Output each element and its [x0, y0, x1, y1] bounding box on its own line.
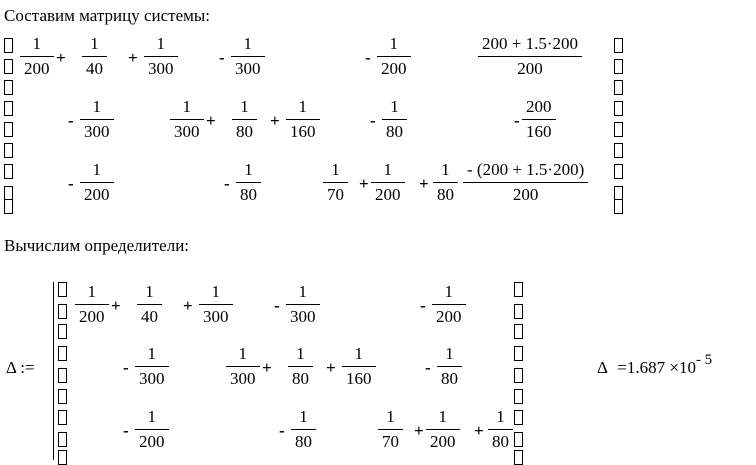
- matrix-left-bracket-box-0: [4, 38, 13, 53]
- result-exponent: - 5: [695, 352, 713, 368]
- matrix-r2c2-term3-denominator: 160: [290, 122, 316, 141]
- matrix-left-bracket-box-3: [4, 101, 13, 116]
- det-r2c3-denominator: 80: [441, 369, 458, 388]
- determinant-right-inner-box-1: [514, 304, 523, 319]
- matrix-r2c2-term2-denominator: 80: [236, 122, 253, 141]
- det-r3c1-denominator: 200: [139, 432, 165, 451]
- det-r3c3-term2-denominator: 200: [430, 432, 456, 451]
- matrix-r2c4-numerator: 200: [526, 97, 552, 116]
- matrix-r1c2-bar: [231, 56, 265, 57]
- matrix-r2c1: [80, 97, 114, 141]
- det-r3c3-term3-bar: [488, 429, 513, 430]
- det-r3c3-term2: [426, 407, 460, 451]
- matrix-r1c1-term3-numerator: 1: [156, 34, 165, 53]
- matrix-r3c4: [463, 160, 588, 204]
- matrix-r1c4: [478, 34, 582, 78]
- matrix-r2c3-minus: -: [370, 111, 376, 130]
- matrix-r1c1-term1: [20, 34, 54, 78]
- det-r3c3-plus1: +: [414, 421, 424, 440]
- matrix-r2c2-term3-numerator: 1: [298, 97, 307, 116]
- result-mantissa: 1.687: [626, 358, 666, 377]
- det-r2c2-term3-numerator: 1: [354, 344, 363, 363]
- matrix-r2c3: [382, 97, 407, 141]
- matrix-r3c3-term1-denominator: 70: [327, 185, 344, 204]
- det-r2c2-plus1: +: [262, 358, 272, 377]
- matrix-r2c2-term1: [170, 97, 204, 141]
- matrix-r3c3-term3-numerator: 1: [441, 160, 450, 179]
- determinant-left-inner-box-1: [58, 304, 67, 319]
- matrix-r3c3-term1-bar: [323, 182, 348, 183]
- det-r1c3-bar: [432, 304, 466, 305]
- matrix-r3c1-numerator: 1: [92, 160, 101, 179]
- determinant-right-inner-box-4: [514, 368, 523, 383]
- det-r2c2-term3-denominator: 160: [346, 369, 372, 388]
- determinant-right-inner-box-8: [514, 450, 523, 465]
- det-r2c2-term2: [288, 344, 313, 388]
- det-r3c3-plus2: +: [474, 421, 484, 440]
- matrix-r1c1-term2-denominator: 40: [86, 59, 103, 78]
- det-r3c1-bar: [135, 429, 169, 430]
- matrix-r2c1-minus: -: [68, 111, 74, 130]
- matrix-r2c2-term2-numerator: 1: [240, 97, 249, 116]
- matrix-r2c2-term1-denominator: 300: [174, 122, 200, 141]
- matrix-r2c4: [522, 97, 556, 141]
- det-r2c1-numerator: 1: [147, 344, 156, 363]
- determinant-right-inner-box-3: [514, 346, 523, 361]
- matrix-right-bracket-box-8: [614, 199, 623, 214]
- matrix-r3c4-denominator: 200: [512, 185, 539, 204]
- matrix-r3c4-bar: [463, 182, 588, 183]
- matrix-r3c3-plus1: +: [359, 174, 369, 193]
- det-r2c3-numerator: 1: [445, 344, 454, 363]
- det-r3c2-minus: -: [279, 421, 285, 440]
- matrix-r1c1-term3: [144, 34, 178, 78]
- matrix-r1c1-term1-denominator: 200: [24, 59, 50, 78]
- matrix-r2c2-plus2: +: [270, 111, 280, 130]
- matrix-left-bracket-box-4: [4, 122, 13, 137]
- matrix-left-bracket-box-8: [4, 199, 13, 214]
- det-r2c3-minus: -: [425, 358, 431, 377]
- matrix-r1c2: [231, 34, 265, 78]
- det-r1c1-term1: [75, 282, 109, 326]
- matrix-r1c3-minus: -: [365, 48, 371, 67]
- matrix-r3c1-denominator: 200: [84, 185, 110, 204]
- matrix-r2c2-term2-bar: [232, 119, 257, 120]
- det-r3c3-term1-bar: [378, 429, 403, 430]
- det-r2c2-plus2: +: [326, 358, 336, 377]
- det-r2c2-term3-bar: [342, 366, 376, 367]
- det-r1c2-denominator: 300: [290, 307, 316, 326]
- matrix-r3c4-numerator: - (200 + 1.5·200): [467, 160, 585, 179]
- matrix-r3c1-minus: -: [68, 174, 74, 193]
- det-r2c2-term2-numerator: 1: [296, 344, 305, 363]
- det-r3c1: [135, 407, 169, 451]
- det-r3c2: [291, 407, 316, 451]
- matrix-r2c2-term3: [286, 97, 320, 141]
- matrix-r1c3-numerator: 1: [389, 34, 398, 53]
- det-r1c1-term2-numerator: 1: [145, 282, 154, 301]
- determinant-left-inner-box-2: [58, 324, 67, 339]
- matrix-r2c4-denominator: 160: [526, 122, 552, 141]
- matrix-r2c2-term1-bar: [170, 119, 204, 120]
- det-r2c3-bar: [437, 366, 462, 367]
- det-r1c3-denominator: 200: [436, 307, 462, 326]
- determinant-left-inner-box-8: [58, 450, 67, 465]
- det-r1c2-minus: -: [274, 296, 280, 315]
- matrix-r1c1-term2: [82, 34, 107, 78]
- matrix-r1c1-term2-numerator: 1: [90, 34, 99, 53]
- matrix-r1c3-denominator: 200: [381, 59, 407, 78]
- matrix-r2c3-denominator: 80: [386, 122, 403, 141]
- det-r3c3-term2-numerator: 1: [438, 407, 447, 426]
- det-r3c2-numerator: 1: [299, 407, 308, 426]
- det-r2c3: [437, 344, 462, 388]
- matrix-r3c2-denominator: 80: [240, 185, 257, 204]
- matrix-r2c4-bar: [522, 119, 556, 120]
- matrix-r3c2: [236, 160, 261, 204]
- matrix-r2c4-minus: -: [514, 111, 520, 130]
- determinant-left-inner-box-4: [58, 368, 67, 383]
- det-r2c2-term1-denominator: 300: [230, 369, 256, 388]
- det-r2c2-term1: [226, 344, 260, 388]
- matrix-r1c2-numerator: 1: [243, 34, 252, 53]
- det-r3c1-numerator: 1: [147, 407, 156, 426]
- matrix-r2c1-bar: [80, 119, 114, 120]
- matrix-r1c2-minus: -: [219, 48, 225, 67]
- matrix-r2c1-numerator: 1: [92, 97, 101, 116]
- matrix-r1c1-term3-denominator: 300: [148, 59, 174, 78]
- det-r1c1-term1-numerator: 1: [87, 282, 96, 301]
- matrix-r2c2-term1-numerator: 1: [182, 97, 191, 116]
- det-r2c1-bar: [135, 366, 169, 367]
- det-r1c2: [286, 282, 320, 326]
- determinant-left-inner-box-7: [58, 432, 67, 447]
- matrix-r3c3-term2-numerator: 1: [383, 160, 392, 179]
- matrix-right-bracket-box-4: [614, 122, 623, 137]
- result-base: 10: [678, 358, 696, 377]
- determinant-right-inner-box-7: [514, 432, 523, 447]
- matrix-left-bracket-box-2: [4, 80, 13, 95]
- matrix-r3c3-term2-bar: [371, 182, 405, 183]
- det-r3c3-term3: [488, 407, 513, 451]
- heading-compose-matrix: Составим матрицу системы:: [4, 6, 211, 25]
- matrix-r3c3-term2: [371, 160, 405, 204]
- det-r2c2-term2-denominator: 80: [292, 369, 309, 388]
- det-r1c2-numerator: 1: [298, 282, 307, 301]
- matrix-r1c1-plus1: +: [56, 48, 66, 67]
- det-r1c1-plus1: +: [111, 296, 121, 315]
- det-r3c3-term3-numerator: 1: [496, 407, 505, 426]
- det-r1c3: [432, 282, 466, 326]
- result-equals: =: [617, 358, 627, 377]
- determinant-right-inner-box-2: [514, 324, 523, 339]
- det-r1c1-term2: [137, 282, 162, 326]
- matrix-r3c3-term2-denominator: 200: [375, 185, 401, 204]
- matrix-r2c1-denominator: 300: [84, 122, 110, 141]
- matrix-r3c3-term1: [323, 160, 348, 204]
- matrix-r2c2-term2: [232, 97, 257, 141]
- determinant-left-inner-box-3: [58, 346, 67, 361]
- matrix-r3c3-plus2: +: [419, 174, 429, 193]
- matrix-r2c3-numerator: 1: [390, 97, 399, 116]
- det-r1c1-plus2: +: [183, 296, 193, 315]
- matrix-r3c2-minus: -: [224, 174, 230, 193]
- det-r1c1-term3-denominator: 300: [203, 307, 229, 326]
- matrix-r2c2-plus1: +: [206, 111, 216, 130]
- matrix-r3c3-term3: [433, 160, 458, 204]
- det-r1c1-term1-bar: [75, 304, 109, 305]
- delta-assign-label: Δ :=: [6, 358, 35, 377]
- determinant-right-inner-box-5: [514, 389, 523, 404]
- matrix-r3c2-numerator: 1: [244, 160, 253, 179]
- det-r1c3-numerator: 1: [444, 282, 453, 301]
- determinant-right-inner-box-6: [514, 410, 523, 425]
- det-r3c2-bar: [291, 429, 316, 430]
- matrix-r3c1: [80, 160, 114, 204]
- det-r2c2-term1-bar: [226, 366, 260, 367]
- determinant-left-inner-box-5: [58, 389, 67, 404]
- det-r1c1-term2-denominator: 40: [141, 307, 158, 326]
- matrix-r1c1-term1-bar: [20, 56, 54, 57]
- matrix-r1c1-term1-numerator: 1: [32, 34, 41, 53]
- det-r2c1: [135, 344, 169, 388]
- det-r3c2-denominator: 80: [295, 432, 312, 451]
- determinant-left-bar: [53, 282, 54, 460]
- result-delta-symbol: Δ: [597, 358, 607, 377]
- det-r3c1-minus: -: [123, 421, 129, 440]
- det-r1c1-term3-bar: [199, 304, 233, 305]
- det-r1c1-term2-bar: [137, 304, 162, 305]
- matrix-r1c1-term2-bar: [82, 56, 107, 57]
- det-r3c3-term2-bar: [426, 429, 460, 430]
- det-r2c2-term2-bar: [288, 366, 313, 367]
- determinant-right-inner-box-0: [514, 282, 523, 297]
- determinant-left-inner-box-0: [58, 282, 67, 297]
- matrix-r1c4-bar: [478, 56, 582, 57]
- matrix-r3c2-bar: [236, 182, 261, 183]
- matrix-r1c3: [377, 34, 411, 78]
- det-r1c3-minus: -: [420, 296, 426, 315]
- matrix-r3c3-term3-bar: [433, 182, 458, 183]
- det-r2c1-denominator: 300: [139, 369, 165, 388]
- matrix-right-bracket-box-1: [614, 59, 623, 74]
- matrix-r3c1-bar: [80, 182, 114, 183]
- matrix-r3c3-term1-numerator: 1: [331, 160, 340, 179]
- matrix-right-bracket-box-2: [614, 80, 623, 95]
- matrix-r1c2-denominator: 300: [235, 59, 261, 78]
- det-r2c1-minus: -: [123, 358, 129, 377]
- result-times: ×: [669, 358, 679, 377]
- result-expression: [597, 352, 713, 378]
- matrix-right-bracket-box-5: [614, 143, 623, 158]
- matrix-r2c2-term3-bar: [286, 119, 320, 120]
- matrix-r1c4-denominator: 200: [517, 59, 543, 78]
- det-r1c1-term3: [199, 282, 233, 326]
- det-r1c1-term3-numerator: 1: [211, 282, 220, 301]
- matrix-r1c1-term3-bar: [144, 56, 178, 57]
- det-r2c2-term1-numerator: 1: [238, 344, 247, 363]
- det-r3c3-term1-numerator: 1: [386, 407, 395, 426]
- matrix-r1c3-bar: [377, 56, 411, 57]
- determinant-left-inner-box-6: [58, 410, 67, 425]
- det-r3c3-term1: [378, 407, 403, 451]
- matrix-right-bracket-box-3: [614, 101, 623, 116]
- det-r3c3-term1-denominator: 70: [382, 432, 399, 451]
- matrix-left-bracket-box-6: [4, 164, 13, 179]
- det-r1c1-term1-denominator: 200: [79, 307, 105, 326]
- matrix-right-bracket-box-0: [614, 38, 623, 53]
- matrix-r1c1-plus2: +: [128, 48, 138, 67]
- det-r2c2-term3: [342, 344, 376, 388]
- matrix-r3c3-term3-denominator: 80: [437, 185, 454, 204]
- matrix-r1c4-numerator: 200 + 1.5·200: [482, 34, 578, 53]
- heading-compute-determinants: Вычислим определители:: [4, 236, 190, 255]
- det-r3c3-term3-denominator: 80: [492, 432, 509, 451]
- matrix-left-bracket-box-1: [4, 59, 13, 74]
- matrix-left-bracket-box-5: [4, 143, 13, 158]
- det-r1c2-bar: [286, 304, 320, 305]
- matrix-right-bracket-box-6: [614, 164, 623, 179]
- matrix-r2c3-bar: [382, 119, 407, 120]
